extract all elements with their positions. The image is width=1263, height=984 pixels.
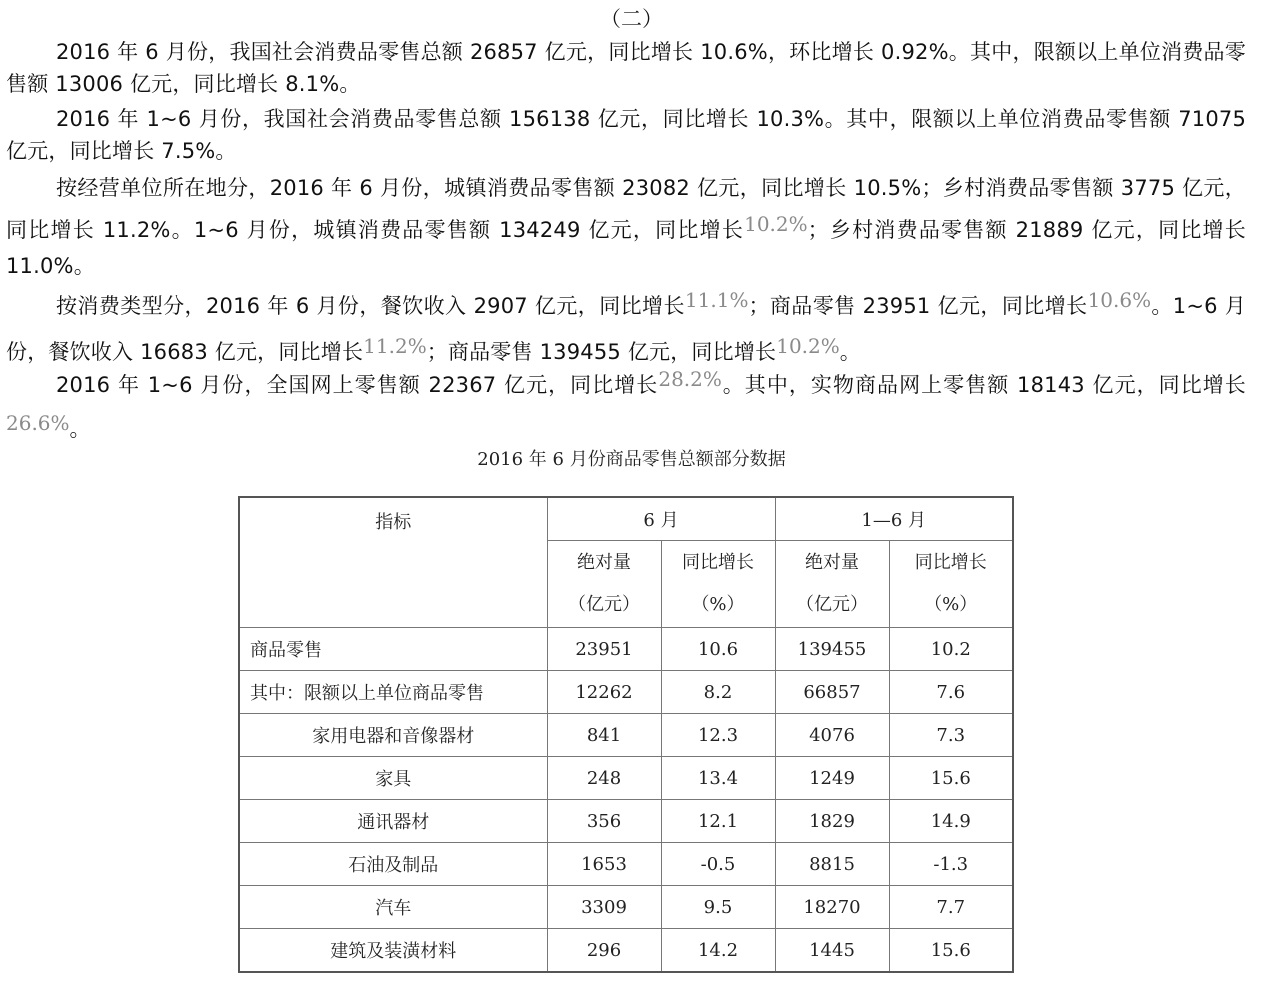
growth-rate-value: 10.2% [776,334,840,358]
paragraph-text: 。 [839,340,861,364]
section-heading: （二） [600,7,663,31]
cell-ytd-absolute: 139455 [775,628,889,671]
cell-ytd-yoy: -1.3 [889,843,1013,886]
cell-ytd-yoy: 10.2 [889,628,1013,671]
table-row [239,843,1013,886]
table-row [239,628,1013,671]
cell-ytd-yoy: 15.6 [889,757,1013,800]
cell-june-absolute: 296 [547,929,661,973]
table-row [239,671,1013,714]
cell-ytd-yoy: 14.9 [889,800,1013,843]
row-indicator: 石油及制品 [239,843,547,886]
cell-june-yoy: 14.2 [661,929,775,973]
cell-june-yoy: 10.6 [661,628,775,671]
cell-june-yoy: 12.3 [661,714,775,757]
cell-ytd-absolute: 1829 [775,800,889,843]
paragraph-text: 按经营单位所在地分，2016 年 6 月份，城镇消费品零售额 23082 亿元，同比增长 10.5%；乡村消费品零售额 3775 亿元，同比增长 11.2%。1~6 月份，城镇消费品零售额 134249 亿元，同比增长 [6,176,1246,242]
subheader-label: 同比增长 [682,552,754,573]
row-indicator: 商品零售 [239,628,547,671]
subheader-label: 同比增长 [914,552,987,573]
cell-june-yoy: 9.5 [661,886,775,929]
paragraph-text: 。其中，实物商品网上零售额 18143 亿元，同比增长 [721,373,1246,397]
subheader-june-absolute [547,541,661,628]
cell-ytd-yoy: 7.3 [889,714,1013,757]
row-indicator: 通讯器材 [239,800,547,843]
paragraph-by-consumption-type [6,280,1246,372]
cell-june-absolute: 841 [547,714,661,757]
growth-rate-value: 11.2% [363,334,427,358]
cell-june-absolute: 248 [547,757,661,800]
row-indicator: 建筑及装潢材料 [239,929,547,973]
subheader-unit: （%） [691,594,745,615]
paragraph-text: ；商品零售 23951 亿元，同比增长 [748,294,1088,318]
cell-june-absolute: 23951 [547,628,661,671]
table-header-row [239,497,1013,541]
subheader-label: 绝对量 [577,552,631,573]
subheader-unit: （%） [924,594,978,615]
cell-ytd-absolute: 4076 [775,714,889,757]
paragraph-online-retail [6,360,1246,448]
paragraph-text: 2016 年 1~6 月份，全国网上零售额 22367 亿元，同比增长 [56,373,659,397]
cell-ytd-yoy: 7.7 [889,886,1013,929]
retail-data-table [238,496,1014,973]
growth-rate-value: 10.6% [1087,288,1152,312]
table-title: 2016 年 6 月份商品零售总额部分数据 [477,449,786,470]
cell-june-yoy: 12.1 [661,800,775,843]
cell-june-yoy: -0.5 [661,843,775,886]
table-row [239,800,1013,843]
table-row [239,886,1013,929]
cell-june-absolute: 12262 [547,671,661,714]
row-indicator: 家具 [239,757,547,800]
subheader-ytd-absolute [775,541,889,628]
row-indicator: 家用电器和音像器材 [239,714,547,757]
subheader-unit: （亿元） [796,594,868,615]
row-indicator: 汽车 [239,886,547,929]
growth-rate-value: 26.6% [6,411,70,435]
header-indicator: 指标 [239,497,547,628]
paragraph-text: 2016 年 1~6 月份，我国社会消费品零售总额 156138 亿元，同比增长 10.3%。其中，限额以上单位消费品零售额 71075 亿元，同比增长 7.5%。 [6,107,1246,163]
paragraph-text: 。1~6 月份，餐饮收入 16683 亿元，同比增长 [6,294,1246,364]
cell-ytd-yoy: 7.6 [889,671,1013,714]
row-indicator: 其中：限额以上单位商品零售 [239,671,547,714]
subheader-ytd-yoy [889,541,1013,628]
cell-ytd-absolute: 18270 [775,886,889,929]
paragraph-h1-total [6,103,1246,167]
paragraph-text: 。 [69,417,91,441]
table-row [239,929,1013,973]
cell-june-absolute: 3309 [547,886,661,929]
header-jan-june: 1—6 月 [775,497,1013,541]
table-row [239,714,1013,757]
paragraph-by-location [6,170,1246,284]
cell-june-yoy: 13.4 [661,757,775,800]
table-row [239,757,1013,800]
paragraph-text: ；乡村消费品零售额 21889 亿元，同比增长 11.0%。 [6,218,1246,278]
cell-ytd-absolute: 8815 [775,843,889,886]
paragraph-text: 按消费类型分，2016 年 6 月份，餐饮收入 2907 亿元，同比增长 [56,294,685,318]
cell-ytd-yoy: 15.6 [889,929,1013,973]
cell-june-absolute: 356 [547,800,661,843]
growth-rate-value: 11.1% [684,288,749,312]
cell-ytd-absolute: 66857 [775,671,889,714]
cell-ytd-absolute: 1445 [775,929,889,973]
header-june: 6 月 [547,497,775,541]
paragraph-june-total [6,36,1246,100]
cell-ytd-absolute: 1249 [775,757,889,800]
paragraph-text: 2016 年 6 月份，我国社会消费品零售总额 26857 亿元，同比增长 10.6%，环比增长 0.92%。其中，限额以上单位消费品零售额 13006 亿元，同比增长 8.1%。 [6,40,1246,96]
growth-rate-value: 10.2% [744,212,808,236]
growth-rate-value: 28.2% [658,367,722,391]
cell-june-yoy: 8.2 [661,671,775,714]
subheader-unit: （亿元） [568,594,640,615]
subheader-june-yoy [661,541,775,628]
paragraph-text: ；商品零售 139455 亿元，同比增长 [426,340,777,364]
cell-june-absolute: 1653 [547,843,661,886]
subheader-label: 绝对量 [805,552,859,573]
